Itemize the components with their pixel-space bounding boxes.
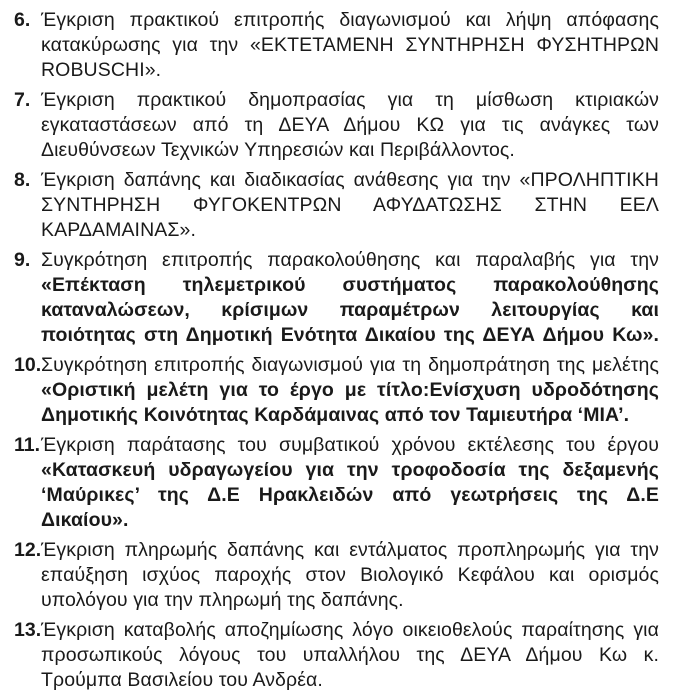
item-title-bold: ποιότητας στη Δημοτική Ενότητα Δικαίου της ΔΕΥΑ Δήμου Κω». [41, 324, 659, 346]
agenda-item-13 [14, 618, 659, 693]
item-number: 12. [14, 539, 42, 561]
item-text [41, 433, 659, 533]
agenda-item-9 [14, 248, 659, 348]
item-line: εγκαταστάσεων από τη ΔΕΥΑ Δήμου ΚΩ για τις ανάγκες των [41, 114, 659, 136]
item-number: 9. [14, 249, 31, 271]
item-line: επαύξηση ισχύος παροχής στον Βιολογικό Κεφάλου και ορισμός [41, 564, 659, 586]
item-line: Έγκριση πρακτικού δημοπρασίας για τη μίσθωση κτιριακών [41, 89, 659, 111]
item-title-bold: «Οριστική μελέτη για το έργο με τίτλο:Ενίσχυση υδροδότησης [41, 379, 659, 401]
item-text [41, 538, 659, 613]
agenda-item-12 [14, 538, 659, 613]
item-title-bold: ‘Μαύρικες’ της Δ.Ε Ηρακλειδών από γεωτρήσεις της Δ.Ε [41, 484, 659, 506]
item-title-bold: Δικαίου». [41, 509, 129, 531]
item-text [41, 353, 659, 428]
item-line: Έγκριση δαπάνης και διαδικασίας ανάθεσης για την «ΠΡΟΛΗΠΤΙΚΗ [41, 169, 659, 191]
item-text [41, 88, 659, 163]
item-line: Τρούμπα Βασιλείου του Ανδρέα. [41, 669, 323, 691]
item-text [41, 618, 659, 693]
item-line: υπολόγου για την πληρωμή της δαπάνης. [41, 589, 404, 611]
item-title-bold: «Κατασκευή υδραγωγείου για την τροφοδοσία της δεξαμενής [41, 459, 659, 481]
item-line: Συγκρότηση επιτροπής παρακολούθησης και παραλαβής για την [41, 249, 659, 271]
item-line: ΣΥΝΤΗΡΗΣΗ ΦΥΓΟΚΕΝΤΡΩΝ ΑΦΥΔΑΤΩΣΗΣ ΣΤΗΝ ΕΕΛ [41, 194, 659, 216]
agenda-item-10 [14, 353, 659, 428]
item-line: κατακύρωσης για την «ΕΚΤΕΤΑΜΕΝΗ ΣΥΝΤΗΡΗΣΗ ΦΥΣΗΤΗΡΩΝ [41, 34, 659, 56]
item-number: 10. [14, 354, 42, 376]
item-line: ΚΑΡΔΑΜΑΙΝΑΣ». [41, 219, 196, 241]
item-number: 7. [14, 89, 31, 111]
item-line: Έγκριση πρακτικού επιτροπής διαγωνισμού και λήψη απόφασης [41, 9, 659, 31]
agenda-item-8 [14, 168, 659, 243]
item-line: Διευθύνσεων Τεχνικών Υπηρεσιών και Περιβάλλοντος. [41, 139, 515, 161]
item-number: 8. [14, 169, 31, 191]
item-title-bold: Δημοτικής Κοινότητας Καρδάμαινας από τον Ταμιευτήρα ‘ΜΙΑ’. [41, 404, 630, 426]
item-text [41, 168, 659, 243]
agenda-item-11 [14, 433, 659, 533]
item-number: 11. [14, 434, 41, 456]
item-line: Έγκριση πληρωμής δαπάνης και εντάλματος προπληρωμής για την [41, 539, 659, 561]
item-line: Έγκριση καταβολής αποζημίωσης λόγο οικειοθελούς παραίτησης για [41, 619, 659, 641]
item-line: ROBUSCHI». [41, 59, 162, 81]
item-line: Έγκριση παράτασης του συμβατικού χρόνου εκτέλεσης του έργου [41, 434, 659, 456]
item-text [41, 248, 659, 348]
item-title-bold: «Επέκταση τηλεμετρικού συστήματος παρακολούθησης [41, 274, 659, 296]
item-title-bold: καταναλώσεων, κρίσιμων παραμέτρων λειτουργίας και [41, 299, 659, 321]
item-line: προσωπικούς λόγους του υπαλλήλου της ΔΕΥΑ Δήμου Κω κ. [41, 644, 659, 666]
item-number: 6. [14, 9, 31, 31]
agenda-item-6 [14, 8, 659, 83]
agenda-item-7 [14, 88, 659, 163]
item-line: Συγκρότηση επιτροπής διαγωνισμού για τη δημοπράτηση της μελέτης [41, 354, 659, 376]
item-number: 13. [14, 619, 42, 641]
item-text [41, 8, 659, 83]
